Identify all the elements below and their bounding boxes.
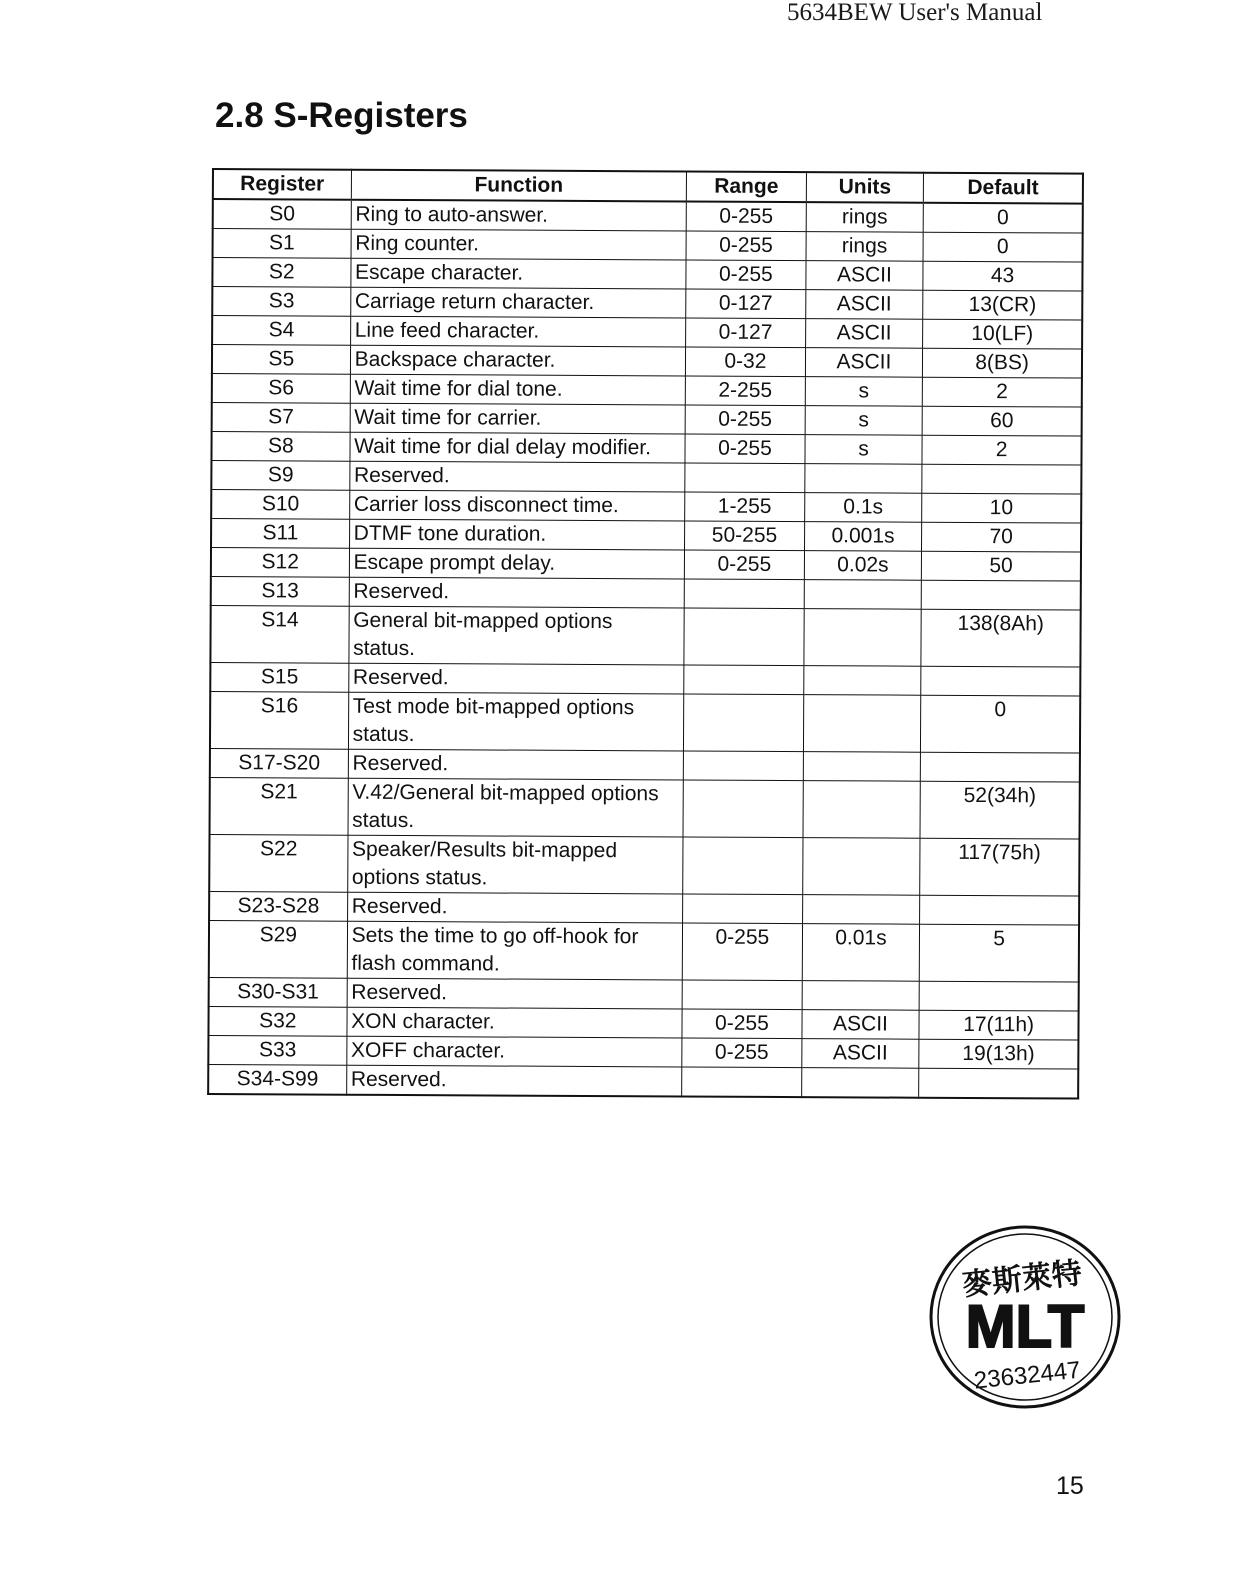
table-row	[212, 345, 1082, 379]
table-row	[208, 1035, 1078, 1069]
cell-default: 10(LF)	[923, 319, 1082, 349]
cell-register: S5	[212, 345, 350, 375]
cell-default: 17(11h)	[919, 1010, 1078, 1040]
cell-function: Carrier loss disconnect time.	[349, 490, 685, 521]
cell-register: S17-S20	[210, 748, 348, 778]
cell-default	[921, 666, 1080, 696]
table-row	[212, 287, 1082, 321]
cell-default: 5	[919, 924, 1079, 982]
cell-register: S16	[210, 691, 348, 749]
cell-units	[802, 895, 920, 925]
cell-default: 52(34h)	[920, 781, 1080, 839]
cell-function: Wait time for dial tone.	[350, 374, 686, 405]
cell-range	[685, 463, 805, 493]
cell-default: 0	[923, 203, 1082, 233]
cell-default	[921, 580, 1080, 610]
cell-default	[922, 464, 1081, 494]
cell-register: S9	[211, 461, 349, 491]
cell-units	[803, 752, 921, 782]
cell-function: Reserved.	[347, 978, 683, 1009]
cell-range	[682, 1067, 802, 1097]
table-row	[213, 199, 1083, 233]
cell-range: 0-127	[686, 318, 806, 348]
cell-default: 0	[921, 695, 1081, 753]
cell-range: 1-255	[685, 492, 805, 522]
cell-units: s	[805, 377, 923, 407]
cell-default: 13(CR)	[923, 290, 1082, 320]
cell-units	[802, 838, 920, 896]
column-header-range: Range	[686, 171, 806, 202]
cell-register: S8	[211, 432, 349, 462]
cell-range	[683, 780, 803, 838]
table-row	[210, 605, 1080, 667]
table-row	[212, 258, 1082, 292]
cell-function: Test mode bit-mapped options status.	[348, 692, 684, 751]
table-row	[210, 691, 1080, 753]
cell-register: S32	[208, 1006, 346, 1036]
page-number: 15	[1056, 1472, 1084, 1500]
column-header-units: Units	[806, 172, 924, 203]
cell-units	[803, 781, 921, 839]
cell-range	[683, 751, 803, 781]
cell-range: 0-255	[682, 1038, 802, 1068]
cell-function: Reserved.	[347, 892, 683, 923]
table-body	[208, 199, 1083, 1099]
cell-units	[805, 464, 923, 494]
cell-register: S2	[212, 258, 350, 288]
stamp-brand: MLT	[965, 1293, 1085, 1360]
cell-units: 0.01s	[802, 924, 920, 982]
cell-range: 0-32	[686, 347, 806, 377]
cell-function: XOFF character.	[346, 1036, 682, 1067]
column-header-register: Register	[213, 169, 351, 200]
table-row	[209, 920, 1079, 982]
table-row	[209, 891, 1079, 925]
cell-register: S21	[210, 777, 348, 835]
cell-register: S15	[210, 662, 348, 692]
cell-units: ASCII	[805, 348, 923, 378]
cell-range: 0-255	[682, 923, 802, 981]
cell-units: ASCII	[805, 319, 923, 349]
cell-register: S0	[213, 199, 351, 229]
cell-register: S29	[209, 920, 347, 978]
cell-range	[684, 665, 804, 695]
table-row	[209, 834, 1079, 896]
cell-units: rings	[806, 202, 924, 232]
cell-function: DTMF tone duration.	[349, 519, 685, 550]
s-registers-table	[207, 168, 1084, 1100]
table-row	[212, 374, 1082, 408]
cell-units: rings	[806, 232, 924, 262]
cell-units	[804, 609, 922, 667]
section-title: 2.8 S-Registers	[215, 96, 468, 135]
table-row	[211, 461, 1081, 495]
cell-function: Ring to auto-answer.	[351, 200, 687, 231]
cell-default	[919, 1068, 1078, 1098]
cell-units: ASCII	[802, 1010, 920, 1040]
table-row	[208, 1006, 1078, 1040]
table-row	[211, 490, 1081, 524]
cell-range: 0-255	[685, 434, 805, 464]
cell-range	[683, 837, 803, 895]
stamp-number: 23632447	[972, 1356, 1082, 1395]
table-row	[208, 1064, 1078, 1098]
cell-default: 60	[922, 406, 1081, 436]
cell-register: S13	[211, 576, 349, 606]
cell-units	[804, 580, 922, 610]
cell-register: S7	[212, 403, 350, 433]
cell-range	[682, 980, 802, 1010]
table-row	[213, 229, 1083, 263]
cell-register: S11	[211, 519, 349, 549]
cell-units	[803, 666, 921, 696]
cell-range: 0-255	[685, 550, 805, 580]
table-header-row	[213, 169, 1083, 204]
table-row	[211, 432, 1081, 466]
cell-default: 117(75h)	[920, 838, 1080, 896]
cell-default	[920, 895, 1079, 925]
mlt-stamp	[928, 1223, 1122, 1411]
cell-function: V.42/General bit-mapped options status.	[348, 778, 684, 837]
cell-default: 2	[922, 435, 1081, 465]
cell-function: Reserved.	[349, 577, 685, 608]
table-row	[209, 977, 1079, 1011]
cell-register: S12	[211, 548, 349, 578]
stamp-chinese-text: 麥斯萊特	[960, 1255, 1084, 1304]
cell-range: 2-255	[685, 376, 805, 406]
cell-range: 0-255	[685, 405, 805, 435]
cell-register: S10	[211, 490, 349, 520]
cell-units	[801, 1068, 919, 1098]
cell-register: S14	[210, 605, 348, 663]
table-row	[212, 316, 1082, 350]
cell-default	[919, 981, 1078, 1011]
cell-register: S22	[209, 834, 347, 892]
cell-function: XON character.	[347, 1007, 683, 1038]
cell-function: Ring counter.	[351, 229, 687, 260]
cell-units: ASCII	[802, 1039, 920, 1069]
cell-range: 0-255	[686, 201, 806, 231]
cell-units: ASCII	[806, 261, 924, 291]
cell-units	[803, 695, 921, 753]
cell-units: 0.001s	[804, 522, 922, 552]
cell-function: Sets the time to go off-hook for flash command.	[347, 921, 683, 980]
cell-default: 2	[922, 377, 1081, 407]
cell-units: s	[805, 435, 923, 465]
cell-default: 19(13h)	[919, 1039, 1078, 1069]
cell-register: S3	[212, 287, 350, 317]
cell-units: ASCII	[805, 290, 923, 320]
cell-function: Speaker/Results bit-mapped options status.	[347, 835, 683, 894]
cell-function: Reserved.	[348, 663, 684, 694]
cell-range	[684, 579, 804, 609]
cell-range	[683, 894, 803, 924]
cell-default: 10	[922, 493, 1081, 523]
cell-function: Wait time for dial delay modifier.	[350, 432, 686, 463]
cell-range: 0-255	[686, 260, 806, 290]
cell-default: 8(BS)	[923, 348, 1082, 378]
cell-units	[802, 981, 920, 1011]
cell-register: S30-S31	[209, 977, 347, 1007]
table-row	[211, 519, 1081, 553]
cell-register: S4	[212, 316, 350, 346]
cell-range: 50-255	[685, 521, 805, 551]
cell-units: 0.1s	[804, 493, 922, 523]
cell-function: Reserved.	[346, 1065, 682, 1096]
cell-units: s	[805, 406, 923, 436]
cell-default: 43	[923, 261, 1082, 291]
cell-function: Escape prompt delay.	[349, 548, 685, 579]
cell-register: S33	[208, 1035, 346, 1065]
cell-register: S23-S28	[209, 891, 347, 921]
cell-function: Line feed character.	[350, 316, 686, 347]
cell-function: Escape character.	[351, 258, 687, 289]
cell-function: Reserved.	[349, 461, 685, 492]
table-row	[210, 662, 1080, 696]
cell-range: 0-127	[686, 289, 806, 319]
cell-default: 50	[922, 551, 1081, 581]
running-header: 5634BEW User's Manual	[787, 0, 1043, 26]
cell-function: Carriage return character.	[350, 287, 686, 318]
cell-default: 70	[922, 522, 1081, 552]
cell-default: 0	[923, 232, 1082, 262]
cell-function: Backspace character.	[350, 345, 686, 376]
table-row	[210, 777, 1080, 839]
cell-units: 0.02s	[804, 551, 922, 581]
table-row	[212, 403, 1082, 437]
cell-range: 0-255	[686, 231, 806, 261]
cell-default	[921, 752, 1080, 782]
cell-default: 138(8Ah)	[921, 609, 1081, 667]
column-header-default: Default	[924, 173, 1083, 204]
cell-register: S6	[212, 374, 350, 404]
cell-register: S1	[213, 229, 351, 259]
cell-function: General bit-mapped options status.	[349, 606, 685, 665]
cell-range	[684, 694, 804, 752]
table-row	[211, 548, 1081, 582]
cell-register: S34-S99	[208, 1064, 346, 1094]
column-header-function: Function	[351, 170, 687, 202]
cell-range: 0-255	[682, 1009, 802, 1039]
table-row	[211, 576, 1081, 610]
cell-function: Wait time for carrier.	[350, 403, 686, 434]
table-row	[210, 748, 1080, 782]
cell-range	[684, 608, 804, 666]
cell-function: Reserved.	[348, 749, 684, 780]
